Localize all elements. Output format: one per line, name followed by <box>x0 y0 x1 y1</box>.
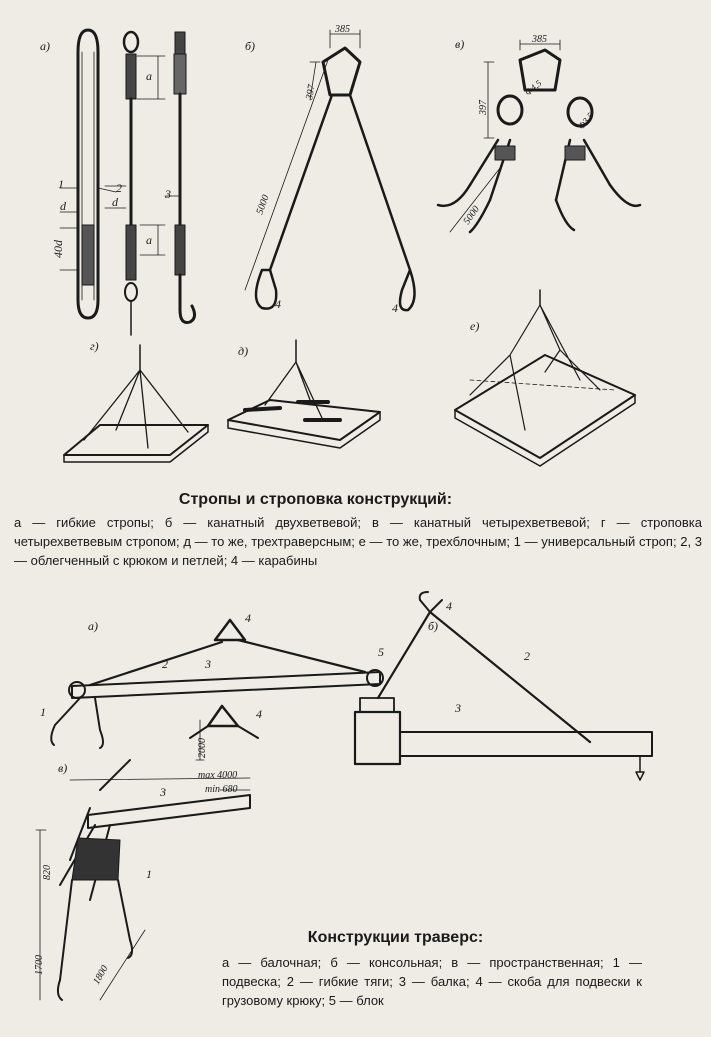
fig1-num-4a: 4 <box>275 297 281 311</box>
fig1-dim-5000b: 5000 <box>461 204 482 227</box>
fig2-a-4: 4 <box>245 611 251 625</box>
fig2-a-3: 3 <box>205 657 211 671</box>
sling-four-branch <box>438 40 640 232</box>
fig2-a-2: 2 <box>162 657 168 671</box>
traverse-beam <box>51 620 383 748</box>
fig1-label-e: е) <box>470 319 480 333</box>
fig1-dim-40d: 40d <box>51 240 65 258</box>
fig1-num-2: 2 <box>116 181 122 195</box>
figure2-title: Конструкции траверс: <box>307 929 484 946</box>
figure2-caption: а — балочная; б — консольная; в — пространственная; 1 — подвеска; 2 — гибкие тяги; 3 — балка; 4 — скоба для подвески к грузовому крюку; 5 — блок <box>222 955 642 1008</box>
fig2-label-v: в) <box>58 761 68 775</box>
slinging-three-traverse <box>228 340 380 448</box>
sling-universal-1 <box>78 30 98 318</box>
fig2-a-1: 1 <box>40 705 46 719</box>
figure1-title: Стропы и строповка конструкций: <box>178 491 453 508</box>
fig2-b-2: 2 <box>524 649 530 663</box>
fig1-label-g: г) <box>90 339 99 353</box>
fig2-dim-1800: 1800 <box>91 963 111 987</box>
fig1-dim-d35: Ф3,5 <box>575 110 596 132</box>
figure1-caption: а — гибкие стропы; б — канатный двухветвевой; в — канатный четырехветвевой; г — строповка четырехветвевым стропом; д — то же, трехтраверсным; е — то же, трехблочным; 1 — универсальный строп; 2, 3 — облегченный с крюком и петлей; 4 — карабины <box>14 515 702 568</box>
fig1-num-4b: 4 <box>392 301 398 315</box>
slinging-three-block <box>455 290 635 466</box>
fig2-a-5: 5 <box>378 645 384 659</box>
fig1-dim-d1: d <box>60 199 66 213</box>
fig1-num-3: 3 <box>165 187 171 201</box>
sling-light-2 <box>124 32 138 335</box>
sling-light-3 <box>174 32 195 323</box>
fig1-label-b: б) <box>245 39 256 53</box>
fig1-dim-5000a: 5000 <box>254 193 272 217</box>
fig1-dim-397b: 397 <box>478 100 489 115</box>
fig2-label-a: а) <box>88 619 98 633</box>
fig2-dim-1700: 1700 <box>34 955 45 975</box>
fig2-v-3: 3 <box>160 785 166 799</box>
fig1-num-1: 1 <box>58 177 64 191</box>
fig1-dim-d2: d <box>112 195 118 209</box>
fig2-dim-820: 820 <box>42 865 53 880</box>
fig2-label-b: б) <box>428 619 439 633</box>
fig2-b-3: 3 <box>455 701 461 715</box>
fig1-label-v: в) <box>455 37 465 51</box>
fig1-dim-d45: Ф4,5 <box>522 77 544 98</box>
traverse-console <box>355 592 652 780</box>
fig2-v-4: 4 <box>256 707 262 721</box>
fig1-label-a: а) <box>40 39 50 53</box>
fig1-dim-397a: 397 <box>304 83 318 101</box>
fig1-dim-385b: 385 <box>532 34 547 45</box>
fig2-max: max 4000 <box>198 770 238 781</box>
fig1-dim-385a: 385 <box>335 24 350 35</box>
fig1-label-d: д) <box>238 344 249 358</box>
sling-two-branch <box>245 30 415 310</box>
fig2-dim-2000: 2000 <box>197 738 208 758</box>
fig1-dim-a2: а <box>146 233 152 247</box>
fig1-dim-a: а <box>146 69 152 83</box>
fig2-b-4: 4 <box>446 599 452 613</box>
traverse-spatial <box>36 760 250 1000</box>
slinging-four-branch <box>64 345 208 462</box>
fig2-min: min 680 <box>205 784 238 795</box>
fig2-v-1: 1 <box>146 867 152 881</box>
